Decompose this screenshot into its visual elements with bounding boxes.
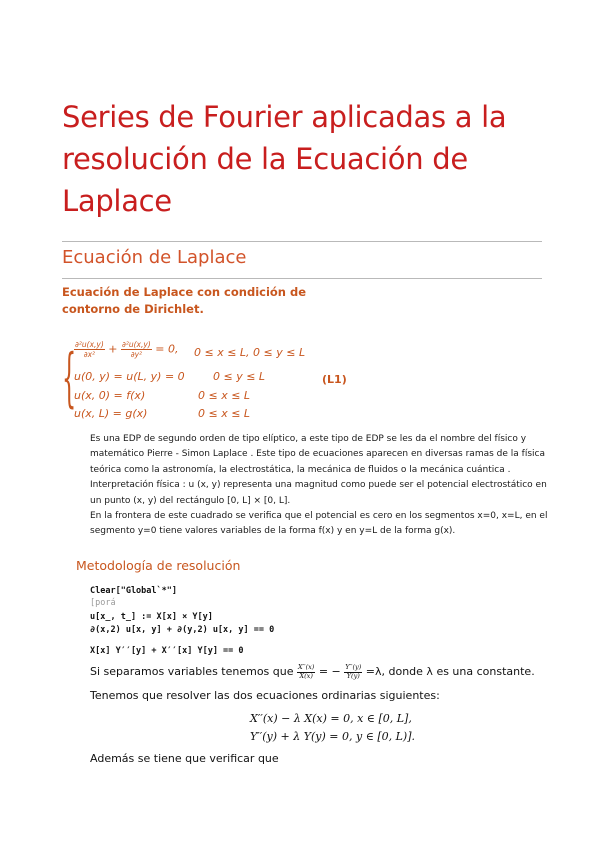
code-laplace-eq[interactable]: ∂(x,2) u[x, y] + ∂(y,2) u[x, y] == 0 [90, 625, 275, 635]
divider-bottom [62, 278, 542, 279]
system-line-3: u(x, 0) = f(x) [74, 389, 146, 402]
ode-y: Y′′(y) + λ Y(y) = 0, y ∈ [0, L)]. [250, 730, 416, 743]
section-heading: Ecuación de Laplace [62, 247, 247, 268]
methodology-heading: Metodología de resolución [76, 558, 241, 573]
system-brace: { [62, 341, 77, 415]
code-separated-eq[interactable]: X[x] Y′′[y] + X′′[x] Y[y] == 0 [90, 646, 244, 656]
fraction-d2u-dx2: $\frac{\text{∂²u(x,y)}}{\text{∂x²}}$ [75, 340, 104, 359]
system-cond-4: 0 ≤ x ≤ L [198, 407, 251, 420]
description-block [90, 432, 550, 540]
separation-line: Si separamos variables tenemos que $\frac{X''(x)}{X(x)}$ = − $\frac{Y''(y)}{Y(y)}$ =λ, donde λ es una constante. [90, 663, 535, 680]
code-output: [porá [90, 598, 116, 608]
system-cond-2: 0 ≤ y ≤ L [213, 370, 266, 383]
ode-intro: Tenemos que resolver las dos ecuaciones ordinarias siguientes: [90, 689, 440, 702]
page-title: Series de Fourier aplicadas a la resolución de la Ecuación de Laplace [62, 100, 507, 218]
code-clear[interactable]: Clear["Global`*"] [90, 586, 177, 596]
fraction-d2u-dy2: $\frac{\text{∂²u(x,y)}}{\text{∂y²}}$ [121, 340, 151, 359]
paragraph-2: Interpretación física : u (x, y) representa una magnitud como puede ser el potencial electrostático en un punto (x, y) del rectángulo [0, L] × [0, L]. [90, 480, 547, 506]
equation-label: (L1) [322, 373, 347, 386]
system-line-1: $\frac{\text{∂²u(x,y)}}{\text{∂x²}}$ + $\frac{\text{∂²u(x,y)}}{\text{∂y²}}$ = 0, [75, 340, 179, 359]
system-line-2: u(0, y) = u(L, y) = 0 [74, 370, 185, 383]
paragraph-1: Es una EDP de segundo orden de tipo elíptico, a este tipo de EDP se les da el nombre del físico y matemático Pierre - Simon Laplace . Este tipo de ecuaciones aparecen en diversas ramas de la física teórica como la astronomía, la electrostática, la mecánica de fluidos o la mecánica cuántica . [90, 434, 545, 475]
paragraph-3: En la frontera de este cuadrado se verifica que el potencial es cero en los segmentos x=0, x=L, en el segmento y=0 tiene valores variables de la forma f(x) y en y=L de la forma g(x). [90, 511, 548, 537]
fraction-x: $\frac{X''(x)}{X(x)}$ [298, 663, 315, 680]
final-text: Además se tiene que verificar que [90, 752, 279, 765]
fraction-y: $\frac{Y''(y)}{Y(y)}$ [345, 663, 362, 680]
system-cond-3: 0 ≤ x ≤ L [198, 389, 251, 402]
divider-top [62, 241, 542, 242]
system-line-4: u(x, L) = g(x) [74, 407, 148, 420]
code-define-u[interactable]: u[x_, t_] := X[x] × Y[y] [90, 612, 213, 622]
subsection-heading: Ecuación de Laplace con condición de contorno de Dirichlet. [62, 285, 307, 316]
laplace-system [62, 340, 362, 424]
ode-x: X′′(x) − λ X(x) = 0, x ∈ [0, L], [250, 712, 412, 725]
system-cond-1: 0 ≤ x ≤ L, 0 ≤ y ≤ L [194, 346, 306, 359]
